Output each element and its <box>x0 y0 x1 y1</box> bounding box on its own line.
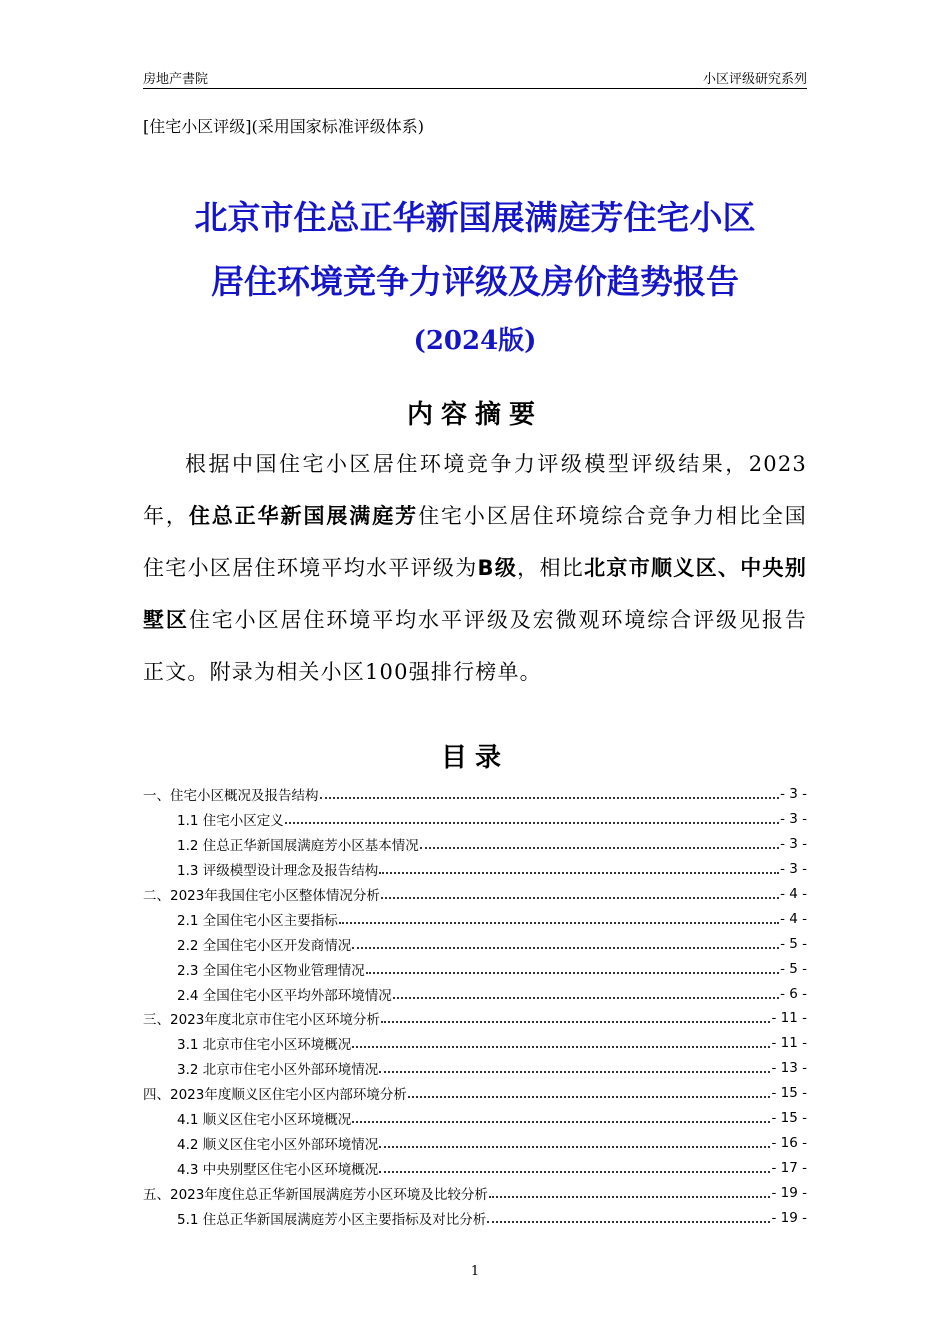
toc-entry[interactable] <box>143 1031 807 1056</box>
toc-entry-page: - 6 - <box>780 985 807 1002</box>
toc-leader-dots <box>379 1171 770 1173</box>
abstract-text: 住宅小区居住环境综合竞争力相比全国住宅小区居住环境平均水平评级为 <box>143 504 807 580</box>
toc-entry[interactable] <box>143 931 807 956</box>
toc-leader-dots <box>381 1021 771 1023</box>
toc-entry[interactable] <box>143 1155 807 1180</box>
toc-entry-page: - 19 - <box>771 1209 807 1226</box>
toc-leader-dots <box>352 947 779 949</box>
report-title-line2: 居住环境竞争力评级及房价趋势报告 <box>211 262 739 301</box>
toc-leader-dots <box>487 1221 770 1223</box>
toc-entry-page: - 13 - <box>771 1060 807 1077</box>
toc-entry-label: 五、2023年度住总正华新国展满庭芳小区环境及比较分析 <box>143 1186 488 1203</box>
toc-entry-label: 3.1 北京市住宅小区环境概况 <box>177 1037 352 1054</box>
toc-entry-page: - 15 - <box>771 1110 807 1127</box>
toc-leader-dots <box>339 922 779 924</box>
toc-leader-dots <box>379 872 779 874</box>
toc-leader-dots <box>379 1146 770 1148</box>
toc-leader-dots <box>393 997 779 999</box>
page-number: 1 <box>470 1264 480 1279</box>
toc-entry-label: 三、2023年度北京市住宅小区环境分析 <box>143 1012 380 1029</box>
toc-entry-page: - 5 - <box>780 960 807 977</box>
toc-entry-label: 3.2 北京市住宅小区外部环境情况 <box>177 1062 379 1079</box>
toc-entry-page: - 3 - <box>780 786 807 803</box>
abstract-text: ，相比 <box>517 556 585 580</box>
toc-entry-label: 一、住宅小区概况及报告结构 <box>143 788 319 805</box>
toc-entry-label: 2.3 全国住宅小区物业管理情况 <box>177 962 365 979</box>
toc-entry-label: 5.1 住总正华新国展满庭芳小区主要指标及对比分析 <box>177 1211 487 1228</box>
toc-entry-page: - 19 - <box>771 1184 807 1201</box>
toc-entry-label: 四、2023年度顺义区住宅小区内部环境分析 <box>143 1087 407 1104</box>
toc-entry-label: 二、2023年我国住宅小区整体情况分析 <box>143 888 380 904</box>
toc-entry-label: 1.1 住宅小区定义 <box>177 813 284 830</box>
toc-entry-page: - 4 - <box>780 886 807 902</box>
toc-entry-label: 2.1 全国住宅小区主要指标 <box>177 912 338 929</box>
toc-leader-dots <box>489 1196 771 1198</box>
toc-entry-page: - 5 - <box>780 935 807 952</box>
report-title-line1: 北京市住总正华新国展满庭芳住宅小区 <box>194 198 756 237</box>
toc-entry[interactable] <box>143 807 807 832</box>
toc-entry-page: - 3 - <box>780 811 807 828</box>
abstract-bold-region: 北京市顺义区、中央别墅区 <box>143 556 808 632</box>
toc-entry-label: 4.2 顺义区住宅小区外部环境情况 <box>177 1136 379 1153</box>
toc-entry[interactable] <box>143 956 807 981</box>
toc-leader-dots <box>320 797 780 799</box>
toc-entry[interactable] <box>143 906 807 931</box>
toc-entry[interactable] <box>143 981 807 1006</box>
toc-entry[interactable] <box>143 1006 807 1031</box>
toc-entry-label: 2.4 全国住宅小区平均外部环境情况 <box>177 987 392 1004</box>
toc-entry[interactable] <box>143 1205 807 1230</box>
page-header <box>143 64 807 89</box>
toc-entry-page: - 15 - <box>771 1085 807 1102</box>
abstract-text: 根据中国住宅小区居住环境竞争力评级模型评级结果，2023年， <box>143 452 807 528</box>
header-series: 小区评级研究系列 <box>702 72 807 87</box>
toc-entry-label: 1.2 住总正华新国展满庭芳小区基本情况 <box>177 838 419 855</box>
toc-entry-page: - 11 - <box>771 1035 807 1052</box>
toc-entry-label: 1.3 评级模型设计理念及报告结构 <box>177 863 379 880</box>
toc-entry[interactable] <box>143 1056 807 1081</box>
abstract-bold-grade: B级 <box>477 556 518 580</box>
report-category: [住宅小区评级](采用国家标准评级体系) <box>143 117 424 136</box>
toc-leader-dots <box>352 1046 770 1048</box>
toc-entry[interactable] <box>143 1130 807 1155</box>
toc-entry[interactable] <box>143 1106 807 1131</box>
abstract-paragraph <box>143 438 807 698</box>
toc-entry[interactable] <box>143 1180 807 1205</box>
toc-entry-page: - 3 - <box>780 836 807 853</box>
toc-entry[interactable] <box>143 832 807 857</box>
toc-entry-page: - 4 - <box>780 910 807 927</box>
toc-leader-dots <box>366 972 779 974</box>
toc-leader-dots <box>420 847 779 849</box>
toc-entry[interactable] <box>143 857 807 882</box>
toc-heading: 目录 <box>440 743 509 773</box>
toc-entry[interactable] <box>143 882 807 907</box>
toc-leader-dots <box>352 1121 770 1123</box>
toc-entry-page: - 3 - <box>780 861 807 878</box>
toc-entry[interactable] <box>143 1081 807 1106</box>
abstract-text: 住宅小区居住环境平均水平评级及宏微观环境综合评级见报告正文。附录为相关小区100强排行榜单。 <box>143 608 807 684</box>
header-publisher: 房地产書院 <box>143 72 209 87</box>
abstract-heading: 内容摘要 <box>406 400 543 430</box>
toc-leader-dots <box>381 897 779 899</box>
toc-entry-page: - 11 - <box>771 1010 807 1027</box>
toc-entry[interactable] <box>143 782 807 807</box>
table-of-contents <box>143 782 807 1230</box>
toc-entry-label: 4.1 顺义区住宅小区环境概况 <box>177 1112 352 1129</box>
toc-entry-page: - 17 - <box>771 1159 807 1176</box>
report-edition: (2024版) <box>413 326 537 356</box>
toc-leader-dots <box>379 1071 770 1073</box>
toc-entry-page: - 16 - <box>771 1134 807 1151</box>
toc-entry-label: 2.2 全国住宅小区开发商情况 <box>177 937 352 954</box>
toc-leader-dots <box>285 822 779 824</box>
abstract-bold-community: 住总正华新国展满庭芳 <box>188 504 419 528</box>
toc-entry-label: 4.3 中央别墅区住宅小区环境概况 <box>177 1161 379 1178</box>
toc-leader-dots <box>408 1096 771 1098</box>
